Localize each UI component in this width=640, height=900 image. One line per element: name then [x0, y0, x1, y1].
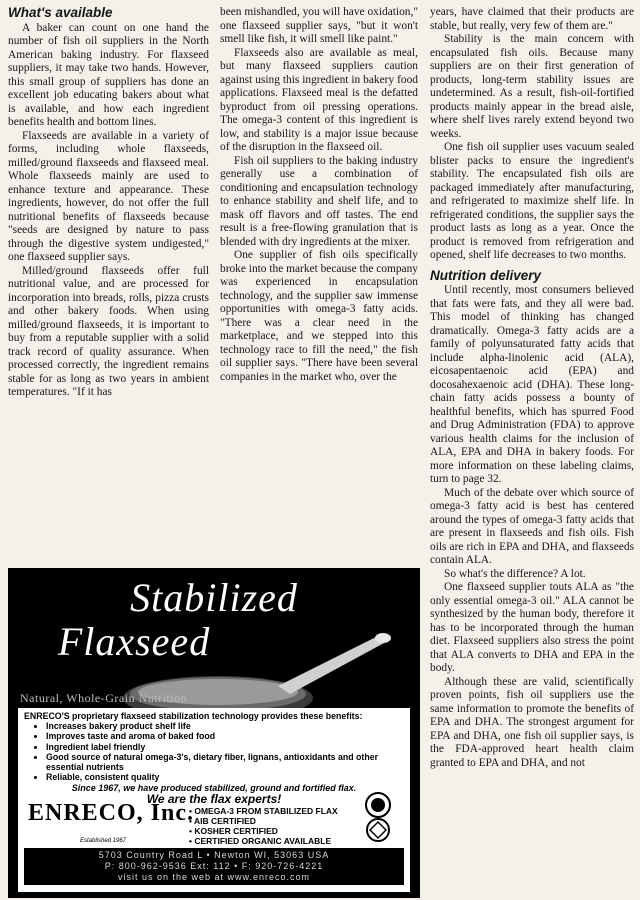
ad-title-line-2: Flaxseed [57, 619, 211, 664]
list-item: • Increases bakery product shelf life [46, 721, 404, 731]
section-heading-nutrition-delivery: Nutrition delivery [430, 267, 542, 283]
list-item: • Ingredient label friendly [46, 742, 404, 752]
paragraph: Flaxseeds also are available as meal, but many flaxseed suppliers caution against using this ingredient in bakery food applications. Flaxseed meal is the defatted byproduct from oil pressing operations. The omega-3 content of this ingredient is low, and stability is a major issue because of the disruption in the flaxseed oil. [220, 46, 418, 153]
section-heading-whats-available: What's available [8, 6, 113, 20]
paragraph: Although these are valid, scientifically proven points, fish oil suppliers use the same information to promote the benefits of EPA and DHA. The strongest argument for EPA and DHA, one fish oil supplier says, is the FDA-approved heart health claim granted to EPA and DHA, and not [430, 675, 634, 769]
list-item: • Improves taste and aroma of baked food [46, 731, 404, 741]
article-column-3 [430, 6, 634, 896]
ad-contact-block [24, 848, 404, 885]
paragraph: Fish oil suppliers to the baking industry generally use a combination of conditioning and encapsulation technology to enhance stability and shelf life, and to mask off flavors and off tastes. The end result is a free-flowing granulation that is blended with dry ingredients at the mixer. [220, 154, 418, 248]
ad-logo-row [24, 799, 404, 846]
ad-title-line-1: Stabilized [130, 575, 298, 620]
paragraph: Stability is the main concern with encapsulated fish oils. Because many suppliers are on their first generation of products, long-term stability issues are undetermined. As a result, fish-oil-fortified products mainly appear in the bread aisle, where shelf lives rarely extend beyond two weeks. [430, 33, 634, 140]
article-column-1 [8, 6, 209, 476]
paragraph: A baker can count on one hand the number of fish oil suppliers in the North American baking industry. For flaxseed suppliers, it may take two hands. However, this small group of suppliers has done an excellent job educating bakers about what is available, and how each ingredient benefits health and bottom lines. [8, 21, 209, 128]
ad-intro-text: ENRECO'S proprietary flaxseed stabilization technology provides these benefits: [24, 711, 363, 721]
ad-info-box [18, 708, 410, 892]
ad-address: 5703 Country Road L • Newton WI, 53063 USA [98, 849, 330, 860]
paragraph: Much of the debate over which source of omega-3 fatty acid is best has centered around the types of omega-3 fatty acids that are present in flaxseeds and fish oils. Fish oils are rich in EPA and DHA, and flaxseeds contain ALA. [430, 486, 634, 566]
ad-since-tagline: Since 1967, we have produced stabilized, ground and fortified flax. [71, 783, 357, 794]
paragraph: So what's the difference? A lot. [444, 567, 586, 580]
ad-benefit-list [24, 721, 404, 782]
established-label: Established 1967 [80, 837, 127, 844]
enreco-logo: ENRECO, Inc. [28, 799, 195, 826]
paragraph: years, have claimed that their products are stable, but really, very few of them are." [430, 6, 634, 32]
paragraph: Until recently, most consumers believed that fats were fats, and they all were bad. This model of thinking has changed dramatically. Omega-3 fatty acids are a family of polyunsaturated fatty acids that include alpha-linolenic acid (ALA), eicosapentaenoic acid (EPA) and docosahexaenoic acid (DHA). These long-chain fatty acids possess a bounty of healthful benefits, which has spurred Food and Drug Administration (FDA) to approve various health claims for the inclusion of ALA, EPA and DHA in bakery foods. For more information on these labeling claims, turn to page 32. [430, 284, 634, 485]
list-item: • KOSHER CERTIFIED [189, 825, 278, 836]
flaxseed-advertisement [8, 568, 420, 898]
certification-list [189, 806, 338, 846]
list-item: • OMEGA-3 FROM STABILIZED FLAX [189, 805, 338, 816]
ad-experts-tagline: We are the flax experts! [146, 791, 282, 806]
paragraph: One fish oil supplier uses vacuum sealed blister packs to ensure the ingredient's stability. The encapsulated fish oils are packaged immediately after manufacturing, and refrigerated to maximize shelf life. In refrigerated conditions, the supplier says the product lasts as long as a year. Once the product is removed from refrigeration and opened, shelf life decreases to two months. [430, 141, 634, 261]
list-item: • CERTIFIED ORGANIC AVAILABLE [189, 835, 332, 846]
ad-phone: P: 800-962-9536 Ext: 112 • F: 920-726-4221 [104, 860, 324, 871]
list-item: • Good source of natural omega-3's, dietary fiber, lignans, antioxidants and other essential nutrients [46, 752, 404, 772]
paragraph: Flaxseeds are available in a variety of forms, including whole flaxseeds, milled/ground flaxseeds and flaxseed meal. Whole flaxseeds mainly are used to enhance texture and appearance. These ingredients, however, do not offer the full nutritional benefits of flaxseeds because "seeds are designed by nature to pass through the digestive system undigested," one flaxseed supplier says. [8, 129, 209, 263]
list-item: • AIB CERTIFIED [189, 815, 256, 826]
list-item: • Reliable, consistent quality [46, 772, 404, 782]
certification-badges-icon [356, 792, 400, 842]
ad-subtitle: Natural, Whole-Grain Nutrition [20, 691, 188, 705]
paragraph: been mishandled, you will have oxidation," one flaxseed supplier says, "but it won't smell like fish, it will smell like paint." [220, 6, 418, 45]
ad-web: visit us on the web at www.enreco.com [117, 871, 311, 882]
paragraph: One supplier of fish oils specifically broke into the market because the company was experienced in encapsulation technology, and the supplier saw immense opportunities with omega-3 fatty acids. "There was a clear need in the marketplace, and we stepped into this technology race to fill the need," the fish oil supplier says. "There have been several companies in the market who, over the [220, 249, 418, 383]
article-column-2 [220, 6, 418, 476]
paragraph: Milled/ground flaxseeds offer full nutritional value, and are processed for incorporation into breads, rolls, pizza crusts and other bakery foods. When using milled/ground flaxseeds, it is important to buy from a reputable supplier with a solid track record of quality assurance. When processed correctly, the ingredient remains stable for as long as two years in ambient temperatures. "If it has [8, 264, 209, 398]
paragraph: One flaxseed supplier touts ALA as "the only essential omega-3 oil." ALA cannot be synthesized by the human body, therefore it has to be incorporated through the human diet. Flaxseed suppliers also stress the point that ALA converts to DHA and EPA in the body. [430, 581, 634, 674]
